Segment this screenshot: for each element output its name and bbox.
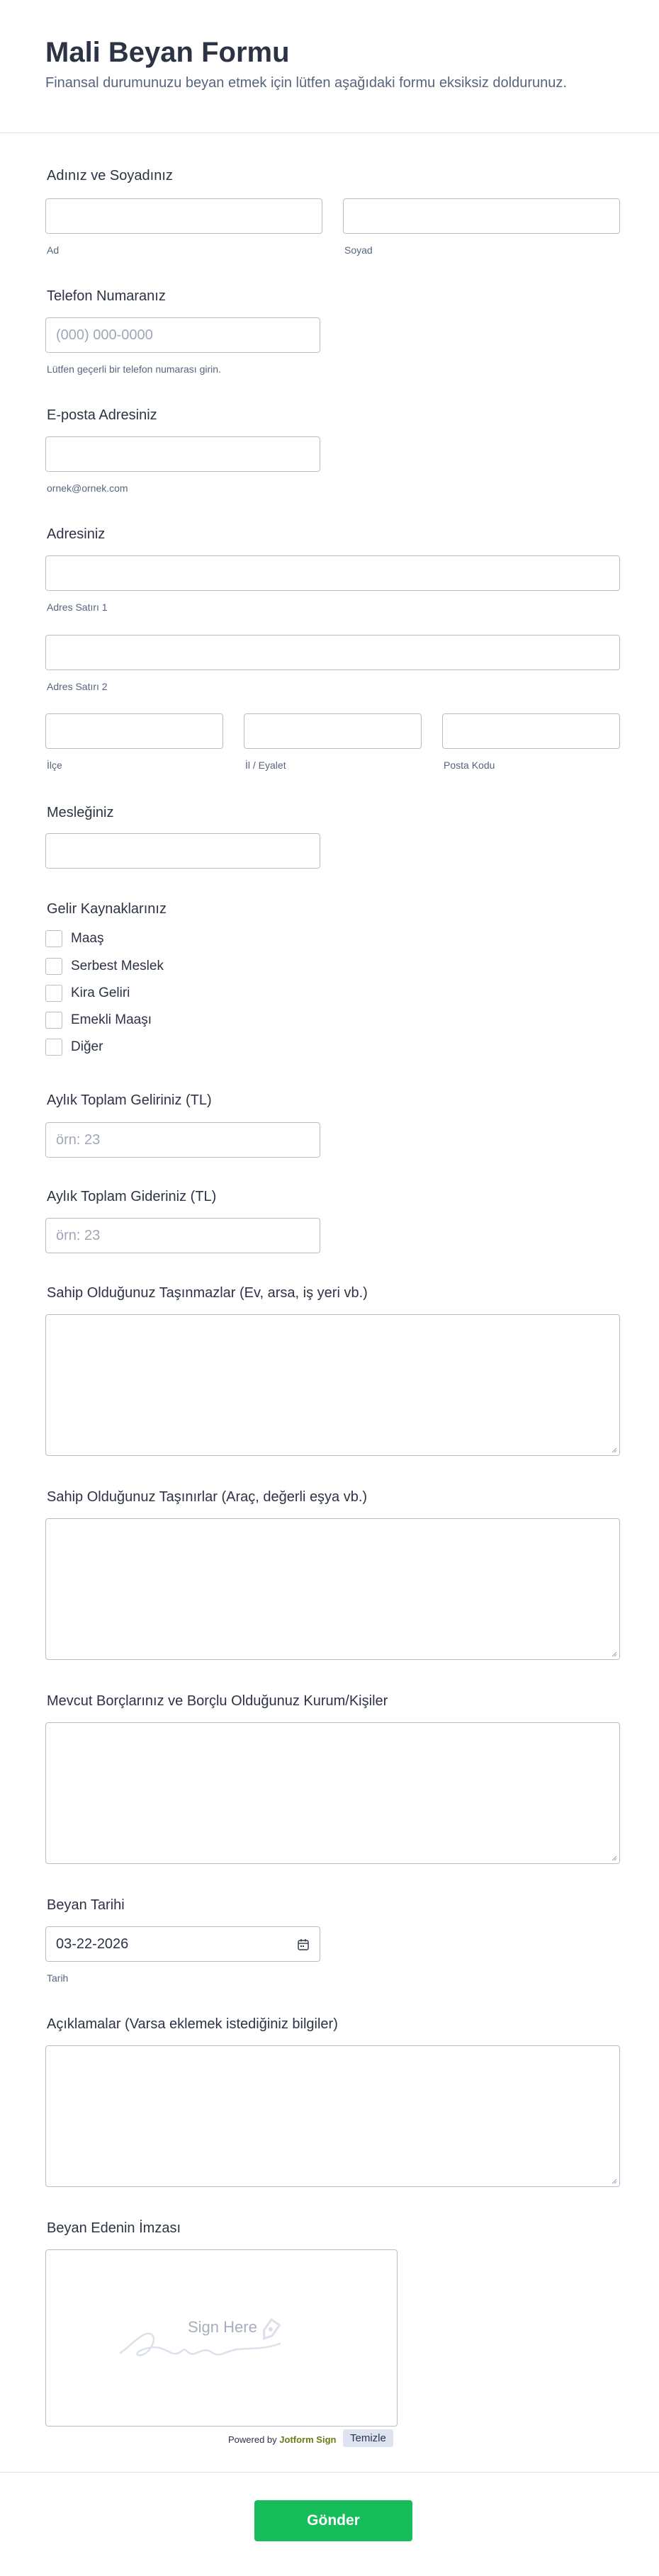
checkbox[interactable] <box>45 985 62 1002</box>
resize-handle-icon[interactable] <box>610 1854 617 1861</box>
district-input[interactable] <box>45 713 223 749</box>
notes-textarea[interactable] <box>45 2045 620 2187</box>
notes-label: Açıklamalar (Varsa eklemek istediğiniz bilgiler) <box>47 2016 338 2032</box>
province-sublabel: İl / Eyalet <box>245 759 286 771</box>
real-estate-label: Sahip Olduğunuz Taşınmazlar (Ev, arsa, iş yeri vb.) <box>47 1285 368 1301</box>
checkbox-option-kira-geliri[interactable] <box>45 985 130 1002</box>
checkbox-option-diger[interactable] <box>45 1039 103 1056</box>
phone-sublabel: Lütfen geçerli bir telefon numarası girin. <box>47 363 221 375</box>
postal-code-input[interactable] <box>442 713 620 749</box>
signature-pad[interactable] <box>45 2249 398 2427</box>
movables-label: Sahip Olduğunuz Taşınırlar (Araç, değerli eşya vb.) <box>47 1489 368 1505</box>
checkbox[interactable] <box>45 1039 62 1056</box>
checkbox-label: Serbest Meslek <box>71 959 164 973</box>
monthly-income-input[interactable]: örn: 23 <box>45 1122 320 1158</box>
calendar-icon[interactable] <box>297 1938 310 1951</box>
date-sublabel: Tarih <box>47 1972 69 1984</box>
name-label: Adınız ve Soyadınız <box>47 168 173 183</box>
powered-prefix: Powered by <box>228 2434 277 2445</box>
debts-label: Mevcut Borçlarınız ve Borçlu Olduğunuz Kurum/Kişiler <box>47 1693 388 1709</box>
first-name-sublabel: Ad <box>47 244 60 256</box>
address-line2-sublabel: Adres Satırı 2 <box>47 681 108 692</box>
last-name-input[interactable] <box>343 198 620 234</box>
submit-button[interactable]: Gönder <box>254 2500 412 2541</box>
real-estate-textarea[interactable] <box>45 1314 620 1456</box>
debts-textarea[interactable] <box>45 1722 620 1864</box>
checkbox-label: Kira Geliri <box>71 985 130 1000</box>
occupation-input[interactable] <box>45 833 320 869</box>
monthly-expense-label: Aylık Toplam Gideriniz (TL) <box>47 1189 217 1204</box>
form-title: Mali Beyan Formu <box>45 37 290 68</box>
signature-label: Beyan Edenin İmzası <box>47 2220 181 2236</box>
email-sublabel: ornek@ornek.com <box>47 482 128 494</box>
footer-divider <box>0 2472 659 2473</box>
province-input[interactable] <box>244 713 422 749</box>
checkbox-option-emekli-maasi[interactable] <box>45 1012 152 1029</box>
movables-textarea[interactable] <box>45 1518 620 1660</box>
first-name-input[interactable] <box>45 198 322 234</box>
resize-handle-icon[interactable] <box>610 1446 617 1453</box>
checkbox-option-maas[interactable] <box>45 930 103 947</box>
monthly-income-label: Aylık Toplam Geliriniz (TL) <box>47 1092 212 1108</box>
address-line1-input[interactable] <box>45 555 620 591</box>
powered-by-text <box>228 2434 336 2445</box>
powered-brand: Jotform Sign <box>279 2434 337 2445</box>
occupation-label: Mesleğiniz <box>47 805 114 820</box>
address-line1-sublabel: Adres Satırı 1 <box>47 601 108 613</box>
postal-code-sublabel: Posta Kodu <box>444 759 495 771</box>
date-label: Beyan Tarihi <box>47 1897 125 1913</box>
checkbox[interactable] <box>45 930 62 947</box>
district-sublabel: İlçe <box>47 759 62 771</box>
income-sources-label: Gelir Kaynaklarınız <box>47 901 167 917</box>
signature-hint: Sign Here <box>188 2318 257 2336</box>
resize-handle-icon[interactable] <box>610 1650 617 1657</box>
checkbox-label: Maaş <box>71 931 104 946</box>
address-label: Adresiniz <box>47 526 106 542</box>
checkbox-label: Emekli Maaşı <box>71 1012 152 1027</box>
clear-signature-button[interactable]: Temizle <box>343 2429 393 2447</box>
checkbox[interactable] <box>45 958 62 975</box>
address-line2-input[interactable] <box>45 635 620 670</box>
email-input[interactable] <box>45 436 320 472</box>
checkbox-option-serbest-meslek[interactable] <box>45 958 164 975</box>
email-label: E-posta Adresiniz <box>47 407 157 423</box>
date-input[interactable] <box>45 1926 320 1962</box>
phone-input[interactable]: (000) 000-0000 <box>45 317 320 353</box>
checkbox-label: Diğer <box>71 1039 103 1054</box>
checkbox[interactable] <box>45 1012 62 1029</box>
date-value: 03-22-2026 <box>56 1936 129 1952</box>
phone-label: Telefon Numaranız <box>47 288 166 304</box>
form-header <box>0 0 659 133</box>
form-subtitle: Finansal durumunuzu beyan etmek için lütfen aşağıdaki formu eksiksiz doldurunuz. <box>45 75 567 91</box>
monthly-expense-input[interactable]: örn: 23 <box>45 1218 320 1253</box>
last-name-sublabel: Soyad <box>344 244 373 256</box>
resize-handle-icon[interactable] <box>610 2177 617 2184</box>
